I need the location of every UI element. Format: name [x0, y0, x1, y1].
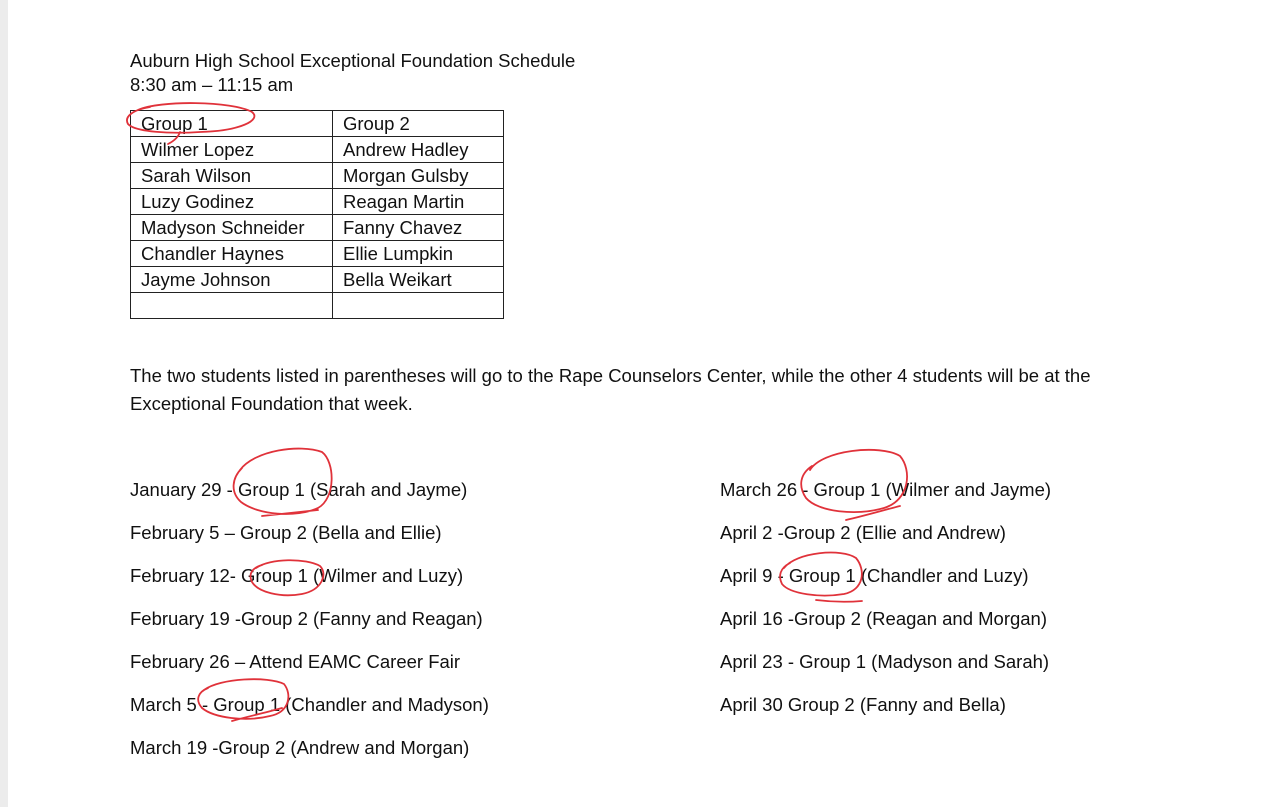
- table-row: [131, 137, 504, 163]
- schedule-entry: March 26 - Group 1 (Wilmer and Jayme): [720, 479, 1052, 500]
- table-header-row: [131, 111, 504, 137]
- table-cell: Jayme Johnson: [131, 267, 333, 293]
- table-row: [131, 241, 504, 267]
- table-row: [131, 293, 504, 319]
- table-cell: Sarah Wilson: [131, 163, 333, 189]
- schedule-entry: January 29 - Group 1 (Sarah and Jayme): [130, 479, 468, 500]
- table-cell: Andrew Hadley: [333, 137, 504, 163]
- table-cell: [131, 293, 333, 319]
- column-header-group-2: Group 2: [333, 111, 504, 137]
- table-row: [131, 163, 504, 189]
- table-row: [131, 189, 504, 215]
- schedule-time: 8:30 am – 11:15 am: [130, 74, 294, 95]
- table-cell: Fanny Chavez: [333, 215, 504, 241]
- table-row: [131, 215, 504, 241]
- table-cell: Morgan Gulsby: [333, 163, 504, 189]
- schedule-entry: April 16 -Group 2 (Reagan and Morgan): [720, 608, 1048, 629]
- note-paragraph: The two students listed in parentheses will go to the Rape Counselors Center, while the other 4 students will be at the Exceptional Foundation that week.: [130, 365, 1091, 414]
- table-cell: Reagan Martin: [333, 189, 504, 215]
- schedule-entry: April 23 - Group 1 (Madyson and Sarah): [720, 651, 1050, 672]
- table-cell: Madyson Schneider: [131, 215, 333, 241]
- schedule-entry: February 5 – Group 2 (Bella and Ellie): [130, 522, 442, 543]
- schedule-entry: March 19 -Group 2 (Andrew and Morgan): [130, 737, 470, 758]
- table-cell: Chandler Haynes: [131, 241, 333, 267]
- table-row: [131, 267, 504, 293]
- schedule-entry: April 9 - Group 1 (Chandler and Luzy): [720, 565, 1029, 586]
- document-page: [8, 0, 1280, 807]
- schedule-entry: February 26 – Attend EAMC Career Fair: [130, 651, 461, 672]
- table-cell: Bella Weikart: [333, 267, 504, 293]
- column-header-group-1: Group 1: [131, 111, 333, 137]
- groups-table: [130, 110, 504, 319]
- table-cell: Ellie Lumpkin: [333, 241, 504, 267]
- schedule-entry: February 19 -Group 2 (Fanny and Reagan): [130, 608, 483, 629]
- schedule-entry: March 5 - Group 1 (Chandler and Madyson): [130, 694, 489, 715]
- schedule-entry: April 2 -Group 2 (Ellie and Andrew): [720, 522, 1006, 543]
- schedule-title: Auburn High School Exceptional Foundation Schedule: [130, 50, 576, 71]
- table-cell: Wilmer Lopez: [131, 137, 333, 163]
- table-cell: Luzy Godinez: [131, 189, 333, 215]
- table-cell: [333, 293, 504, 319]
- schedule-entry: February 12- Group 1 (Wilmer and Luzy): [130, 565, 464, 586]
- schedule-entry: April 30 Group 2 (Fanny and Bella): [720, 694, 1006, 715]
